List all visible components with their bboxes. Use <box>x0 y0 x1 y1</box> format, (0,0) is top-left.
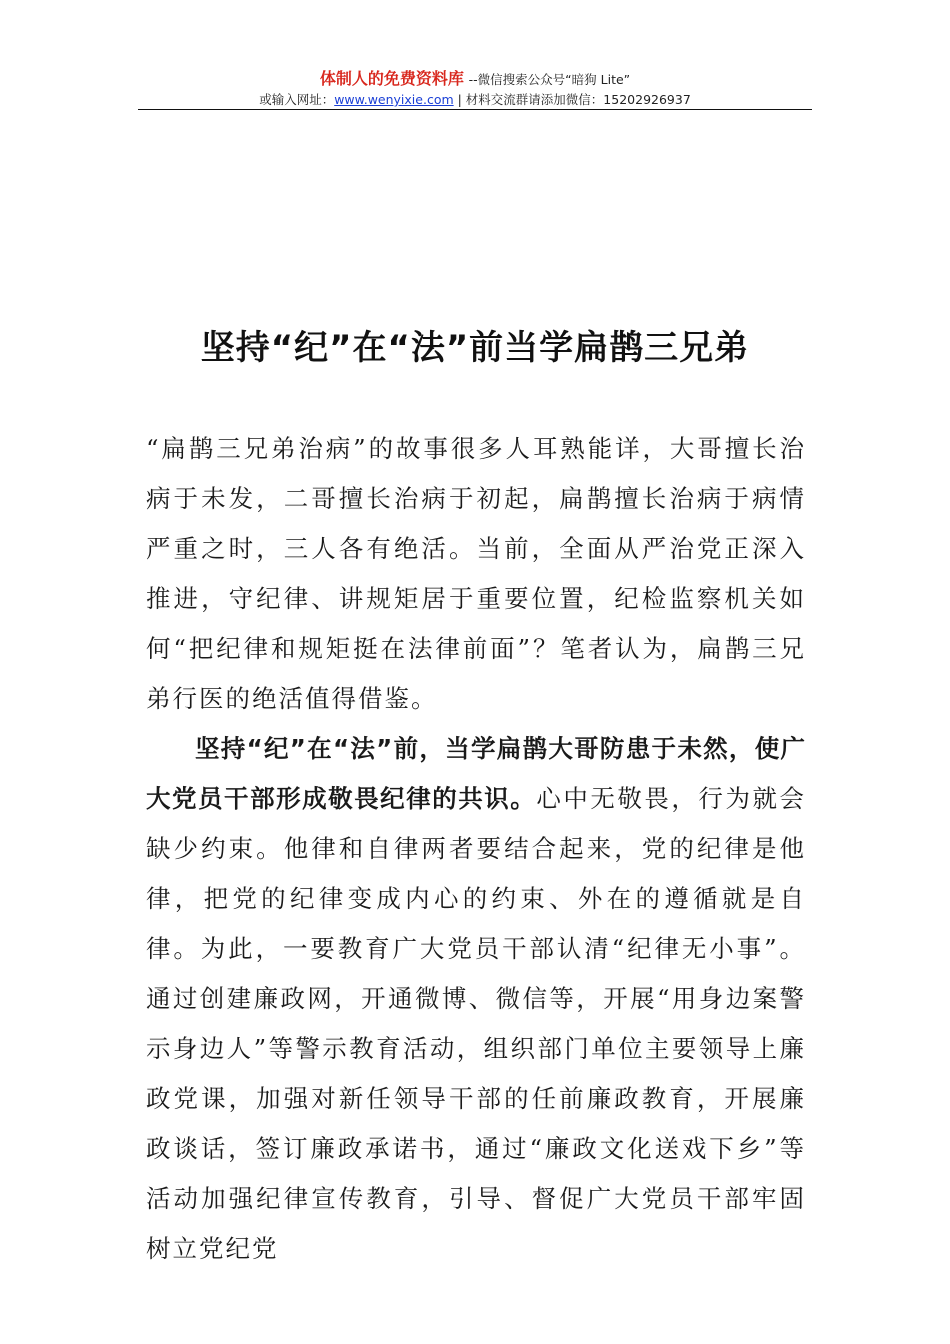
header-divider <box>138 109 812 110</box>
document-body <box>146 424 806 1274</box>
document-title: 坚持“纪”在“法”前当学扁鹊三兄弟 <box>200 328 750 368</box>
brand-name: 体制人的免费资料库 <box>319 69 464 88</box>
wechat-hint: --微信搜索公众号“暗狗 Lite” <box>468 72 631 87</box>
website-link[interactable]: www.wenyixie.com <box>334 92 454 107</box>
page-header <box>138 68 812 109</box>
paragraph-text: 心中无敬畏，行为就会缺少约束。他律和自律两者要结合起来，党的纪律是他律，把党的纪律变成内心的约束、外在的遵循就是自律。为此，一要教育广大党员干部认清“纪律无小事”。通过创建廉政网，开通微博、微信等，开展“用身边案警示身边人”等警示教育活动，组织部门单位主要领导上廉政党课，加强对新任领导干部的任前廉政教育，开展廉政谈话，签订廉政承诺书，通过“廉政文化送戏下乡”等活动加强纪律宣传教育，引导、督促广大党员干部牢固树立党纪党 <box>146 784 806 1263</box>
paragraph-section-1 <box>146 724 806 1274</box>
paragraph-text: “扁鹊三兄弟治病”的故事很多人耳熟能详，大哥擅长治病于未发，二哥擅长治病于初起，扁鹊擅长治病于病情严重之时，三人各有绝活。当前，全面从严治党正深入推进，守纪律、讲规矩居于重要位置，纪检监察机关如何“把纪律和规矩挺在法律前面”？笔者认为，扁鹊三兄弟行医的绝活值得借鉴。 <box>146 434 806 713</box>
paragraph-intro <box>146 424 806 724</box>
header-line-1 <box>138 68 812 91</box>
paragraph-lead: 坚持“纪”在“法”前，当学扁鹊大哥防患于未然，使广大党员干部形成敬畏纪律的共识。 <box>146 734 806 813</box>
contact-info: | 材料交流群请添加微信：15202926937 <box>457 92 691 107</box>
url-prefix: 或输入网址： <box>259 92 335 107</box>
header-line-2 <box>138 91 812 109</box>
